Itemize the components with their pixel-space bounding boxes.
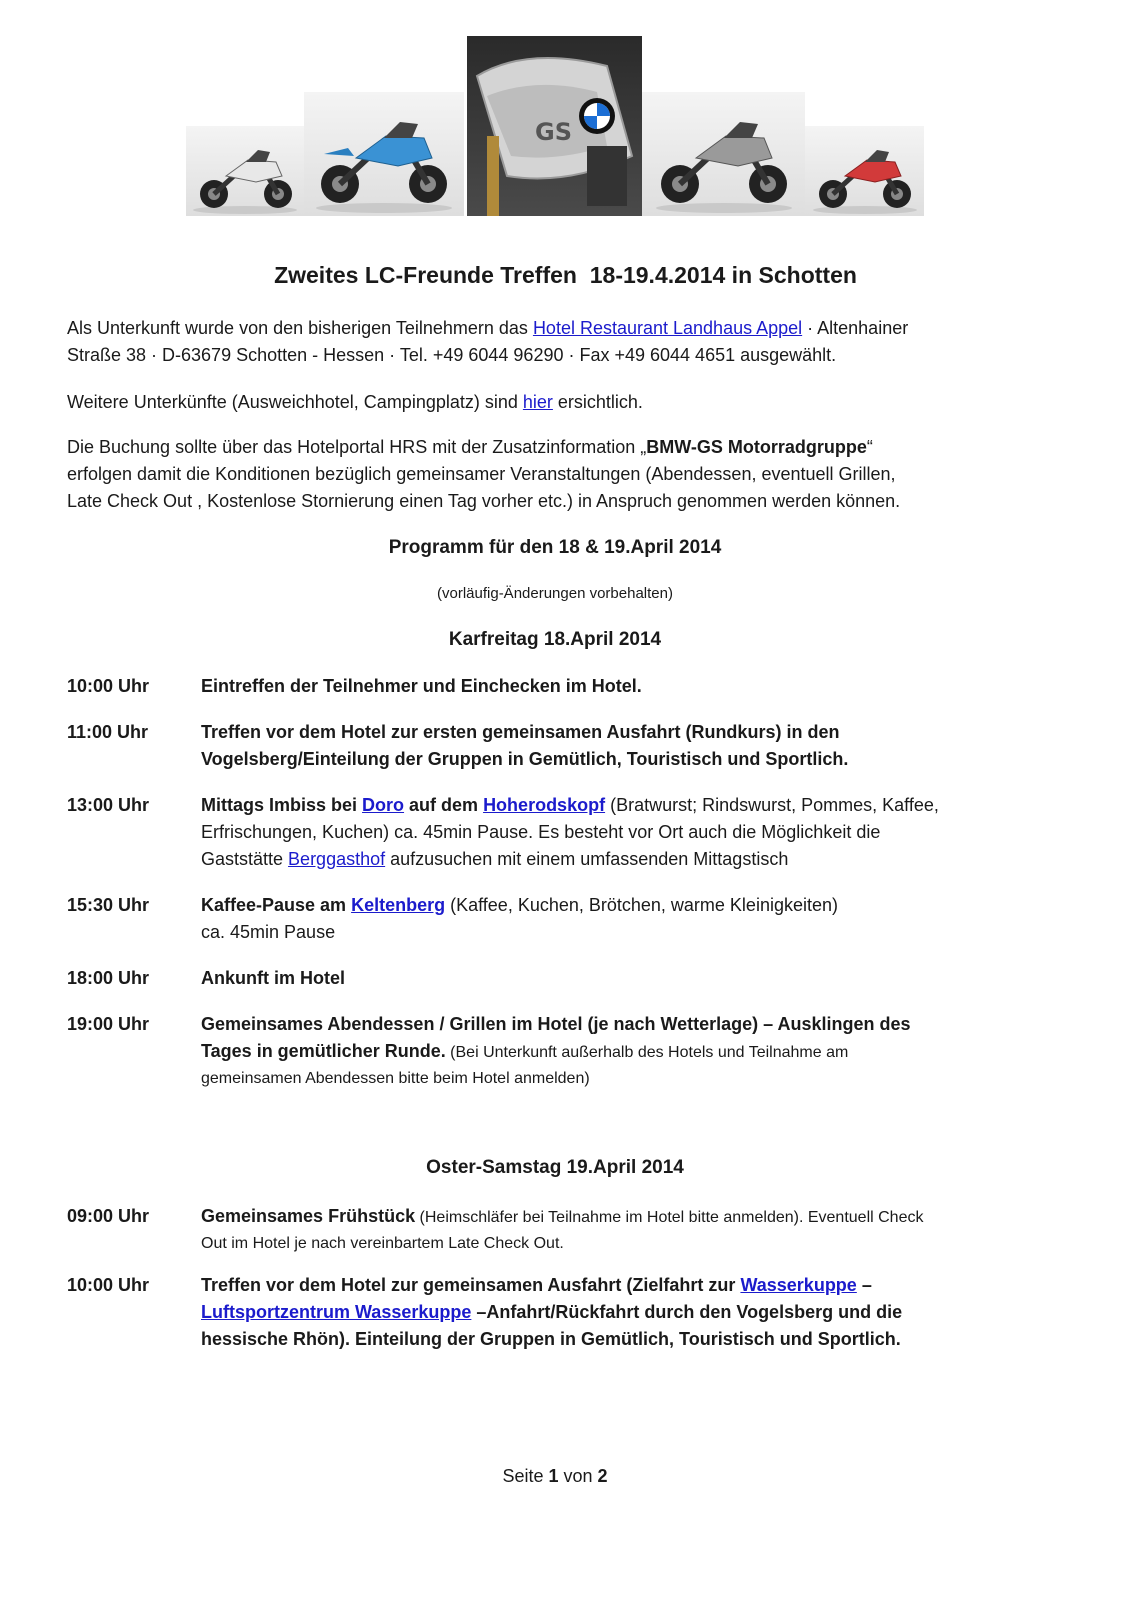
program-heading: Programm für den 18 & 19.April 2014	[388, 537, 722, 558]
schedule-text: Eintreffen der Teilnehmer und Einchecken im Hotel.	[201, 676, 642, 696]
program-subheading: (vorläufig-Änderungen vorbehalten)	[437, 585, 673, 602]
motorcycle-icon	[642, 92, 805, 216]
schedule-text: –Anfahrt/Rückfahrt durch den Vogelsberg und die	[471, 1302, 903, 1322]
booking-quote-close: “	[866, 437, 873, 457]
day1-heading: Karfreitag 18.April 2014	[448, 629, 662, 650]
page-title: Zweites LC-Freunde Treffen 18-19.4.2014 in Schotten	[274, 262, 857, 288]
alternatives-paragraph	[67, 389, 1057, 416]
schedule-text: Treffen vor dem Hotel zur gemeinsamen Ausfahrt (Zielfahrt zur	[201, 1275, 741, 1295]
accommodation-address-line: Straße 38 · D-63679 Schotten - Hessen · Tel. +49 6044 96290 · Fax +49 6044 4651 ausgewählt.	[67, 345, 837, 365]
footer-text: Seite	[502, 1466, 549, 1486]
motorcycle-photo-red	[805, 126, 924, 216]
schedule-time: 10:00 Uhr	[67, 676, 150, 696]
schedule-text: auf dem	[404, 795, 484, 815]
schedule-text: Kaffee-Pause am	[201, 895, 352, 915]
booking-group-name: BMW-GS Motorradgruppe	[646, 437, 867, 457]
gs-logo-text: GS	[535, 118, 572, 146]
accommodation-paragraph	[67, 315, 1057, 369]
motorcycle-photo-blue	[304, 92, 464, 216]
bmw-gs-tank-icon	[467, 36, 642, 216]
schedule-text: Gemeinsames Abendessen / Grillen im Hotel (je nach Wetterlage) – Ausklingen des	[201, 1014, 911, 1034]
schedule-text: Gaststätte	[201, 849, 289, 869]
berggasthof-link[interactable]: Berggasthof	[288, 849, 386, 869]
schedule-text: (Kaffee, Kuchen, Brötchen, warme Kleinigkeiten)	[445, 895, 838, 915]
schedule-note: (Heimschläfer bei Teilnahme im Hotel bitte anmelden). Eventuell Check	[415, 1209, 924, 1226]
schedule-text: hessische Rhön). Einteilung der Gruppen in Gemütlich, Touristisch und Sportlich.	[201, 1329, 901, 1349]
footer-page-number: 1	[548, 1466, 559, 1486]
hotel-link[interactable]: Hotel Restaurant Landhaus Appel	[532, 318, 803, 338]
motorcycle-photo-grey	[642, 92, 805, 216]
footer-text: von	[558, 1466, 598, 1486]
schedule-time: 11:00 Uhr	[67, 722, 149, 742]
schedule-text: Vogelsberg/Einteilung der Gruppen in Gemütlich, Touristisch und Sportlich.	[201, 749, 849, 769]
page-footer	[0, 1466, 1110, 1487]
schedule-text: Ankunft im Hotel	[201, 968, 345, 988]
luftsportzentrum-link[interactable]: Luftsportzentrum Wasserkuppe	[201, 1302, 472, 1322]
footer-page-total: 2	[597, 1466, 608, 1486]
schedule-text: –	[856, 1275, 872, 1295]
hoherodskopf-link[interactable]: Hoherodskopf	[483, 795, 606, 815]
alternatives-link[interactable]: hier	[522, 392, 553, 412]
schedule-text: Gemeinsames Frühstück	[201, 1206, 416, 1226]
header-banner	[186, 36, 924, 216]
schedule-time: 13:00 Uhr	[67, 795, 150, 815]
schedule-note: gemeinsamen Abendessen bitte beim Hotel anmelden)	[201, 1070, 590, 1087]
schedule-time: 09:00 Uhr	[67, 1206, 150, 1226]
schedule-text: ca. 45min Pause	[201, 922, 336, 942]
alternatives-text: Weitere Unterkünfte (Ausweichhotel, Campingplatz) sind	[67, 392, 523, 412]
schedule-text: (Bratwurst; Rindswurst, Pommes, Kaffee,	[605, 795, 939, 815]
schedule-text: Erfrischungen, Kuchen) ca. 45min Pause. Es besteht vor Ort auch die Möglichkeit die	[201, 822, 881, 842]
booking-paragraph	[67, 434, 1057, 515]
day2-heading: Oster-Samstag 19.April 2014	[426, 1157, 684, 1178]
motorcycle-closeup-photo	[467, 36, 642, 216]
schedule-text: aufzusuchen mit einem umfassenden Mittagstisch	[385, 849, 789, 869]
motorcycle-icon	[304, 92, 464, 216]
schedule-text: Treffen vor dem Hotel zur ersten gemeinsamen Ausfahrt (Rundkurs) in den	[201, 722, 840, 742]
alternatives-text-end: ersichtlich.	[552, 392, 643, 412]
schedule-note: Out im Hotel je nach vereinbartem Late Check Out.	[201, 1235, 564, 1252]
schedule-time: 18:00 Uhr	[67, 968, 150, 988]
accommodation-text: Als Unterkunft wurde von den bisherigen Teilnehmern das	[67, 318, 533, 338]
doro-link[interactable]: Doro	[362, 795, 405, 815]
schedule-time: 10:00 Uhr	[67, 1275, 150, 1295]
schedule-text: Tages in gemütlicher Runde.	[201, 1041, 446, 1061]
schedule-note: (Bei Unterkunft außerhalb des Hotels und Teilnahme am	[445, 1044, 849, 1061]
schedule-time: 15:30 Uhr	[67, 895, 150, 915]
motorcycle-photo-white	[186, 126, 304, 216]
accommodation-address: · Altenhainer	[802, 318, 909, 338]
schedule-text: Mittags Imbiss bei	[201, 795, 363, 815]
motorcycle-icon	[186, 126, 304, 216]
booking-line-2: erfolgen damit die Konditionen bezüglich gemeinsamer Veranstaltungen (Abendessen, eventuell Grillen,	[67, 464, 896, 484]
motorcycle-icon	[805, 126, 924, 216]
booking-line-3: Late Check Out , Kostenlose Stornierung einen Tag vorher etc.) in Anspruch genommen werden können.	[67, 491, 901, 511]
schedule-time: 19:00 Uhr	[67, 1014, 150, 1034]
booking-text: Die Buchung sollte über das Hotelportal HRS mit der Zusatzinformation „	[67, 437, 647, 457]
keltenberg-link[interactable]: Keltenberg	[351, 895, 446, 915]
wasserkuppe-link[interactable]: Wasserkuppe	[740, 1275, 857, 1295]
